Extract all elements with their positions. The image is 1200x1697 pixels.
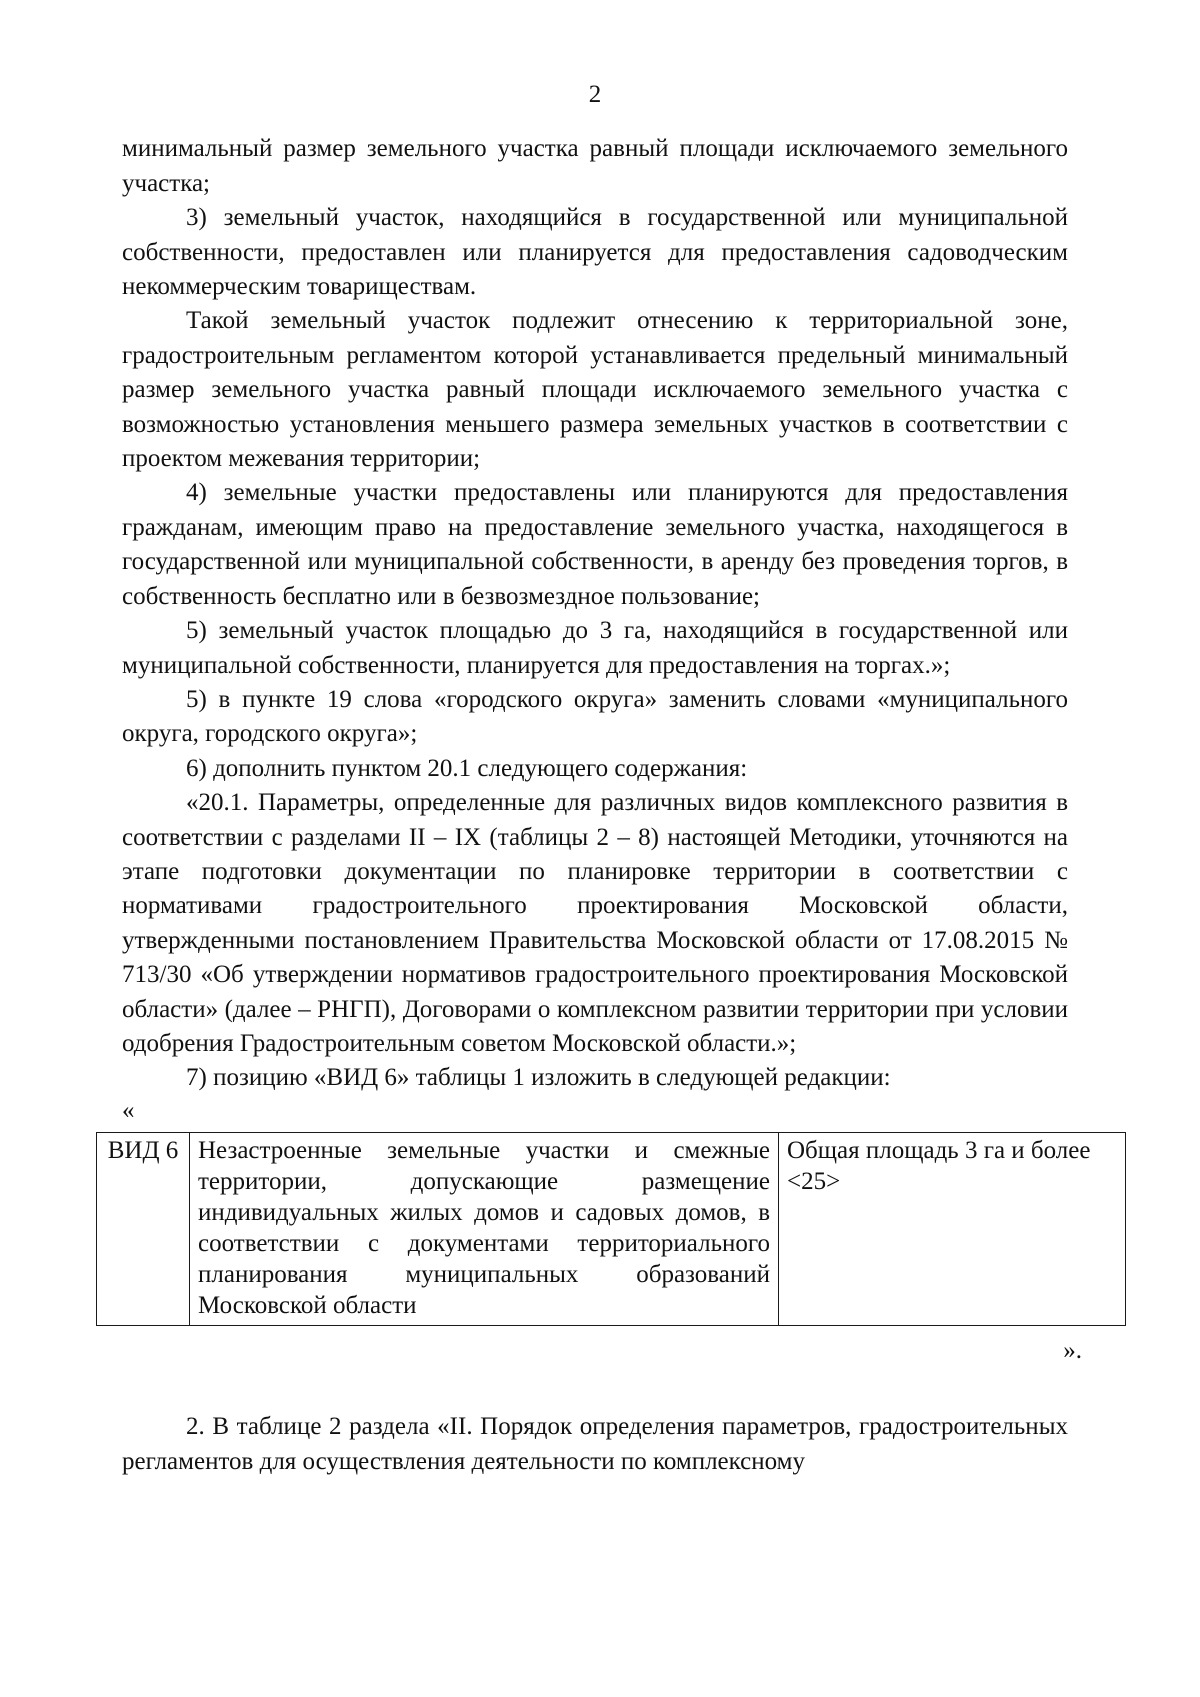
table-row [97,1132,1126,1325]
page-number: 2 [588,81,602,108]
table-close-quote: ». [1063,1336,1082,1364]
vid-table [96,1132,1126,1326]
paragraph-territorial-zone: Такой земельный участок подлежит отнесению к территориальной зоне, градостроительным регламентом которой устанавливается предельный минимальный размер земельного участка равный площади исключаемого земельного участка с возможностью установления меньшего размера земельных участков в соответствии с проектом межевания территории; [122,307,1068,473]
paragraph-item-3: 3) земельный участок, находящийся в государственной или муниципальной собственности, предоставлен или планируется для предоставления садоводческим некоммерческим товариществам. [122,204,1068,301]
vid-description-cell: Незастроенные земельные участки и смежные территории, допускающие размещение индивидуальных жилых домов и садовых домов, в соответствии с документами территориального планирования муниципальных образований Московской области [190,1132,779,1325]
paragraph-amend-7: 7) позицию «ВИД 6» таблицы 1 изложить в следующей редакции: [186,1064,891,1092]
paragraph-continuation: минимальный размер земельного участка равный площади исключаемого земельного участка; [122,135,1068,197]
paragraph-amend-5: 5) в пункте 19 слова «городского округа» заменить словами «муниципального округа, городского округа»; [122,685,1068,748]
table-open-quote: « [122,1096,135,1124]
vid-code-cell: ВИД 6 [97,1132,190,1325]
spacer [122,1368,1068,1410]
paragraph-item-5: 5) земельный участок площадью до 3 га, находящийся в государственной или муниципальной собственности, планируется для предоставления на торгах.»; [122,617,1068,679]
paragraph-item-2: 2. В таблице 2 раздела «II. Порядок определения параметров, градостроительных регламентов для осуществления деятельности по комплексному [122,1413,1068,1475]
paragraph-clause-20-1: «20.1. Параметры, определенные для различных видов комплексного развития в соответствии с разделами II – IX (таблицы 2 – 8) настоящей Методики, уточняются на этапе подготовки документации по планировке территории в соответствии с нормативами градостроительного проектирования Московской области, утвержденными постановлением Правительства Московской области от 17.08.2015 № 713/30 «Об утверждении нормативов градостроительного проектирования Московской области» (далее – РНГП), Договорами о комплексном развитии территории при условии одобрения Градостроительным советом Московской области.»; [122,789,1068,1057]
paragraph-item-4: 4) земельные участки предоставлены или планируются для предоставления гражданам, имеющим право на предоставление земельного участка, находящегося в государственной или муниципальной собственности, в аренду без проведения торгов, в собственность бесплатно или в безвозмездное пользование; [122,479,1068,610]
vid-area-cell: Общая площадь 3 га и более <25> [779,1132,1126,1325]
paragraph-amend-6: 6) дополнить пунктом 20.1 следующего содержания: [186,754,748,782]
